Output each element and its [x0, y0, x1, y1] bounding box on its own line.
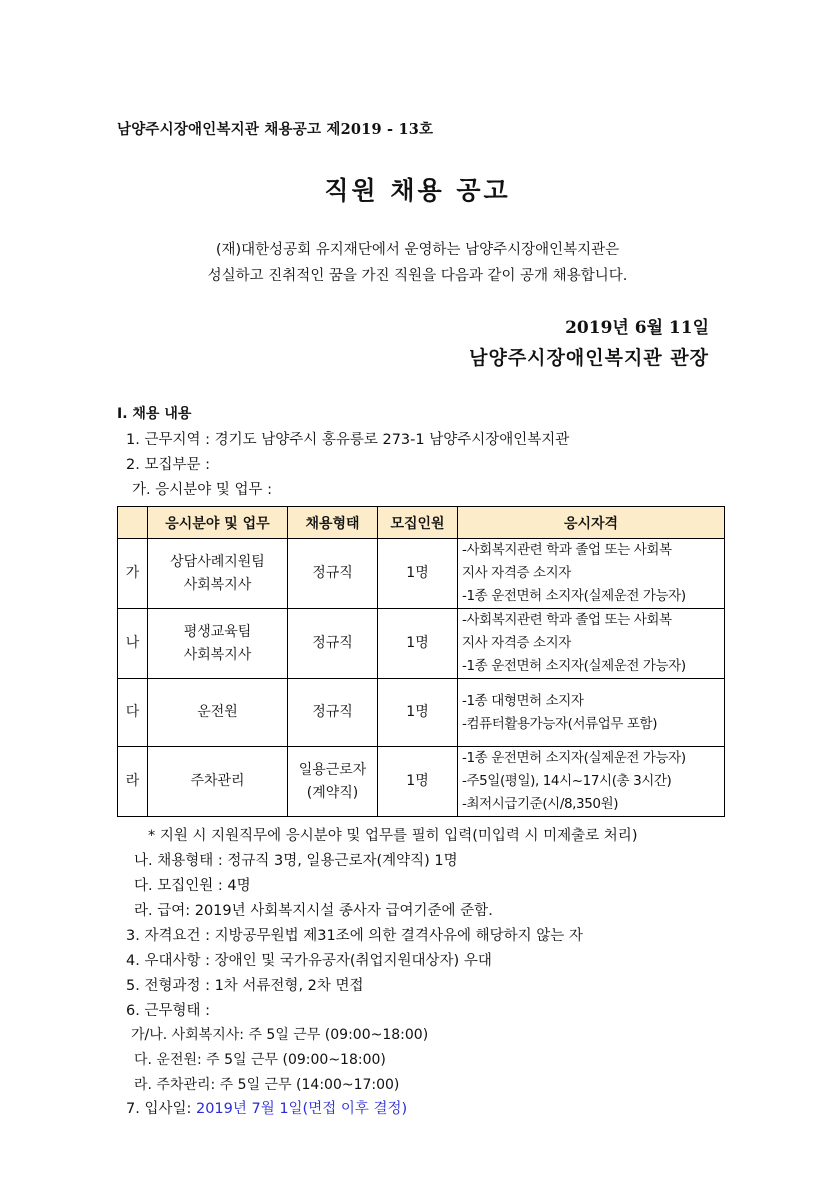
field-line: 상담사례지원팀	[170, 553, 265, 570]
header-qualification: 응시자격	[458, 507, 725, 539]
row-type: 정규직	[288, 539, 378, 609]
field-line: 평생교육팀	[183, 623, 252, 640]
item-headcount: 다. 모집인원 : 4명	[134, 878, 251, 894]
row-qualification	[458, 679, 725, 747]
row-field: 주차관리	[148, 747, 288, 817]
notice-date: 2019년 6월 11일	[565, 318, 709, 338]
item-salary: 라. 급여: 2019년 사회복지시설 종사자 급여기준에 준함.	[134, 903, 493, 919]
footnote: * 지원 시 지원직무에 응시분야 및 업무를 필히 입력(미입력 시 미제출로 처리)	[148, 828, 638, 844]
row-type	[288, 747, 378, 817]
row-qualification	[458, 609, 725, 679]
row-mark: 가	[118, 539, 148, 609]
qualification-line: -1종 운전면허 소지자(실제운전 가능자)	[462, 750, 686, 766]
qualification-line: 지사 자격증 소지자	[462, 635, 571, 651]
item-selection-process: 5. 전형과정 : 1차 서류전형, 2차 면접	[126, 978, 364, 994]
item-start-date	[126, 1097, 407, 1118]
qualification-line: -1종 운전면허 소지자(실제운전 가능자)	[462, 588, 686, 604]
table-row	[118, 679, 725, 747]
item-employment-type: 나. 채용형태 : 정규직 3명, 일용근로자(계약직) 1명	[134, 853, 458, 869]
row-qualification	[458, 747, 725, 817]
row-mark: 다	[118, 679, 148, 747]
qualification-line: -1종 대형면허 소지자	[462, 692, 584, 709]
row-qualification	[458, 539, 725, 609]
table-row	[118, 539, 725, 609]
item-field-and-duty: 가. 응시분야 및 업무 :	[132, 482, 272, 498]
qualification-line: -주5일(평일), 14시~17시(총 3시간)	[462, 773, 672, 789]
field-line: 사회복지사	[183, 646, 252, 663]
intro-line-2: 성실하고 진취적인 꿈을 가진 직원을 다음과 같이 공개 채용합니다.	[207, 268, 628, 284]
header-type: 채용형태	[288, 507, 378, 539]
row-count: 1명	[378, 747, 458, 817]
table-row	[118, 747, 725, 817]
qualification-line: -사회복지관련 학과 졸업 또는 사회복	[462, 612, 672, 628]
row-field	[148, 539, 288, 609]
row-mark: 나	[118, 609, 148, 679]
header-count: 모집인원	[378, 507, 458, 539]
item-work-location: 1. 근무지역 : 경기도 남양주시 홍유릉로 273-1 남양주시장애인복지관	[126, 432, 570, 448]
schedule-parking: 라. 주차관리: 주 5일 근무 (14:00~17:00)	[134, 1077, 400, 1093]
row-field	[148, 609, 288, 679]
qualification-line: 지사 자격증 소지자	[462, 565, 571, 581]
row-count: 1명	[378, 539, 458, 609]
page-title: 직원 채용 공고	[324, 176, 511, 205]
row-count: 1명	[378, 609, 458, 679]
qualification-line: -1종 운전면허 소지자(실제운전 가능자)	[462, 658, 686, 674]
row-type: 정규직	[288, 609, 378, 679]
item-preference: 4. 우대사항 : 장애인 및 국가유공자(취업지원대상자) 우대	[126, 953, 492, 969]
header-mark	[118, 507, 148, 539]
type-line: 일용근로자	[298, 761, 367, 778]
type-line: (계약직)	[306, 784, 359, 801]
row-type: 정규직	[288, 679, 378, 747]
section-heading: Ⅰ. 채용 내용	[117, 406, 192, 422]
schedule-driver: 다. 운전원: 주 5일 근무 (09:00~18:00)	[134, 1052, 386, 1068]
field-line: 사회복지사	[183, 576, 252, 593]
row-count: 1명	[378, 679, 458, 747]
qualification-line: -컴퓨터활용가능자(서류업무 포함)	[462, 715, 658, 732]
job-table	[117, 506, 725, 817]
qualification-line: -최저시급기준(시/8,350원)	[462, 796, 619, 812]
intro-line-1: (재)대한성공회 유지재단에서 운영하는 남양주시장애인복지관은	[215, 242, 620, 258]
row-field: 운전원	[148, 679, 288, 747]
row-mark: 라	[118, 747, 148, 817]
table-header-row	[118, 507, 725, 539]
notice-number: 남양주시장애인복지관 채용공고 제2019 - 13호	[117, 121, 434, 138]
item-requirements: 3. 자격요건 : 지방공무원법 제31조에 의한 결격사유에 해당하지 않는 자	[126, 928, 583, 944]
table-row	[118, 609, 725, 679]
item-work-schedule: 6. 근무형태 :	[126, 1003, 210, 1019]
header-field: 응시분야 및 업무	[148, 507, 288, 539]
signer: 남양주시장애인복지관 관장	[469, 347, 709, 369]
start-date-label: 7. 입사일:	[126, 1101, 192, 1117]
qualification-line: -사회복지관련 학과 졸업 또는 사회복	[462, 542, 672, 558]
start-date-value: 2019년 7월 1일(면접 이후 결정)	[195, 1101, 408, 1117]
schedule-social-worker: 가/나. 사회복지사: 주 5일 근무 (09:00~18:00)	[131, 1027, 429, 1043]
item-recruit-section: 2. 모집부문 :	[126, 457, 210, 473]
